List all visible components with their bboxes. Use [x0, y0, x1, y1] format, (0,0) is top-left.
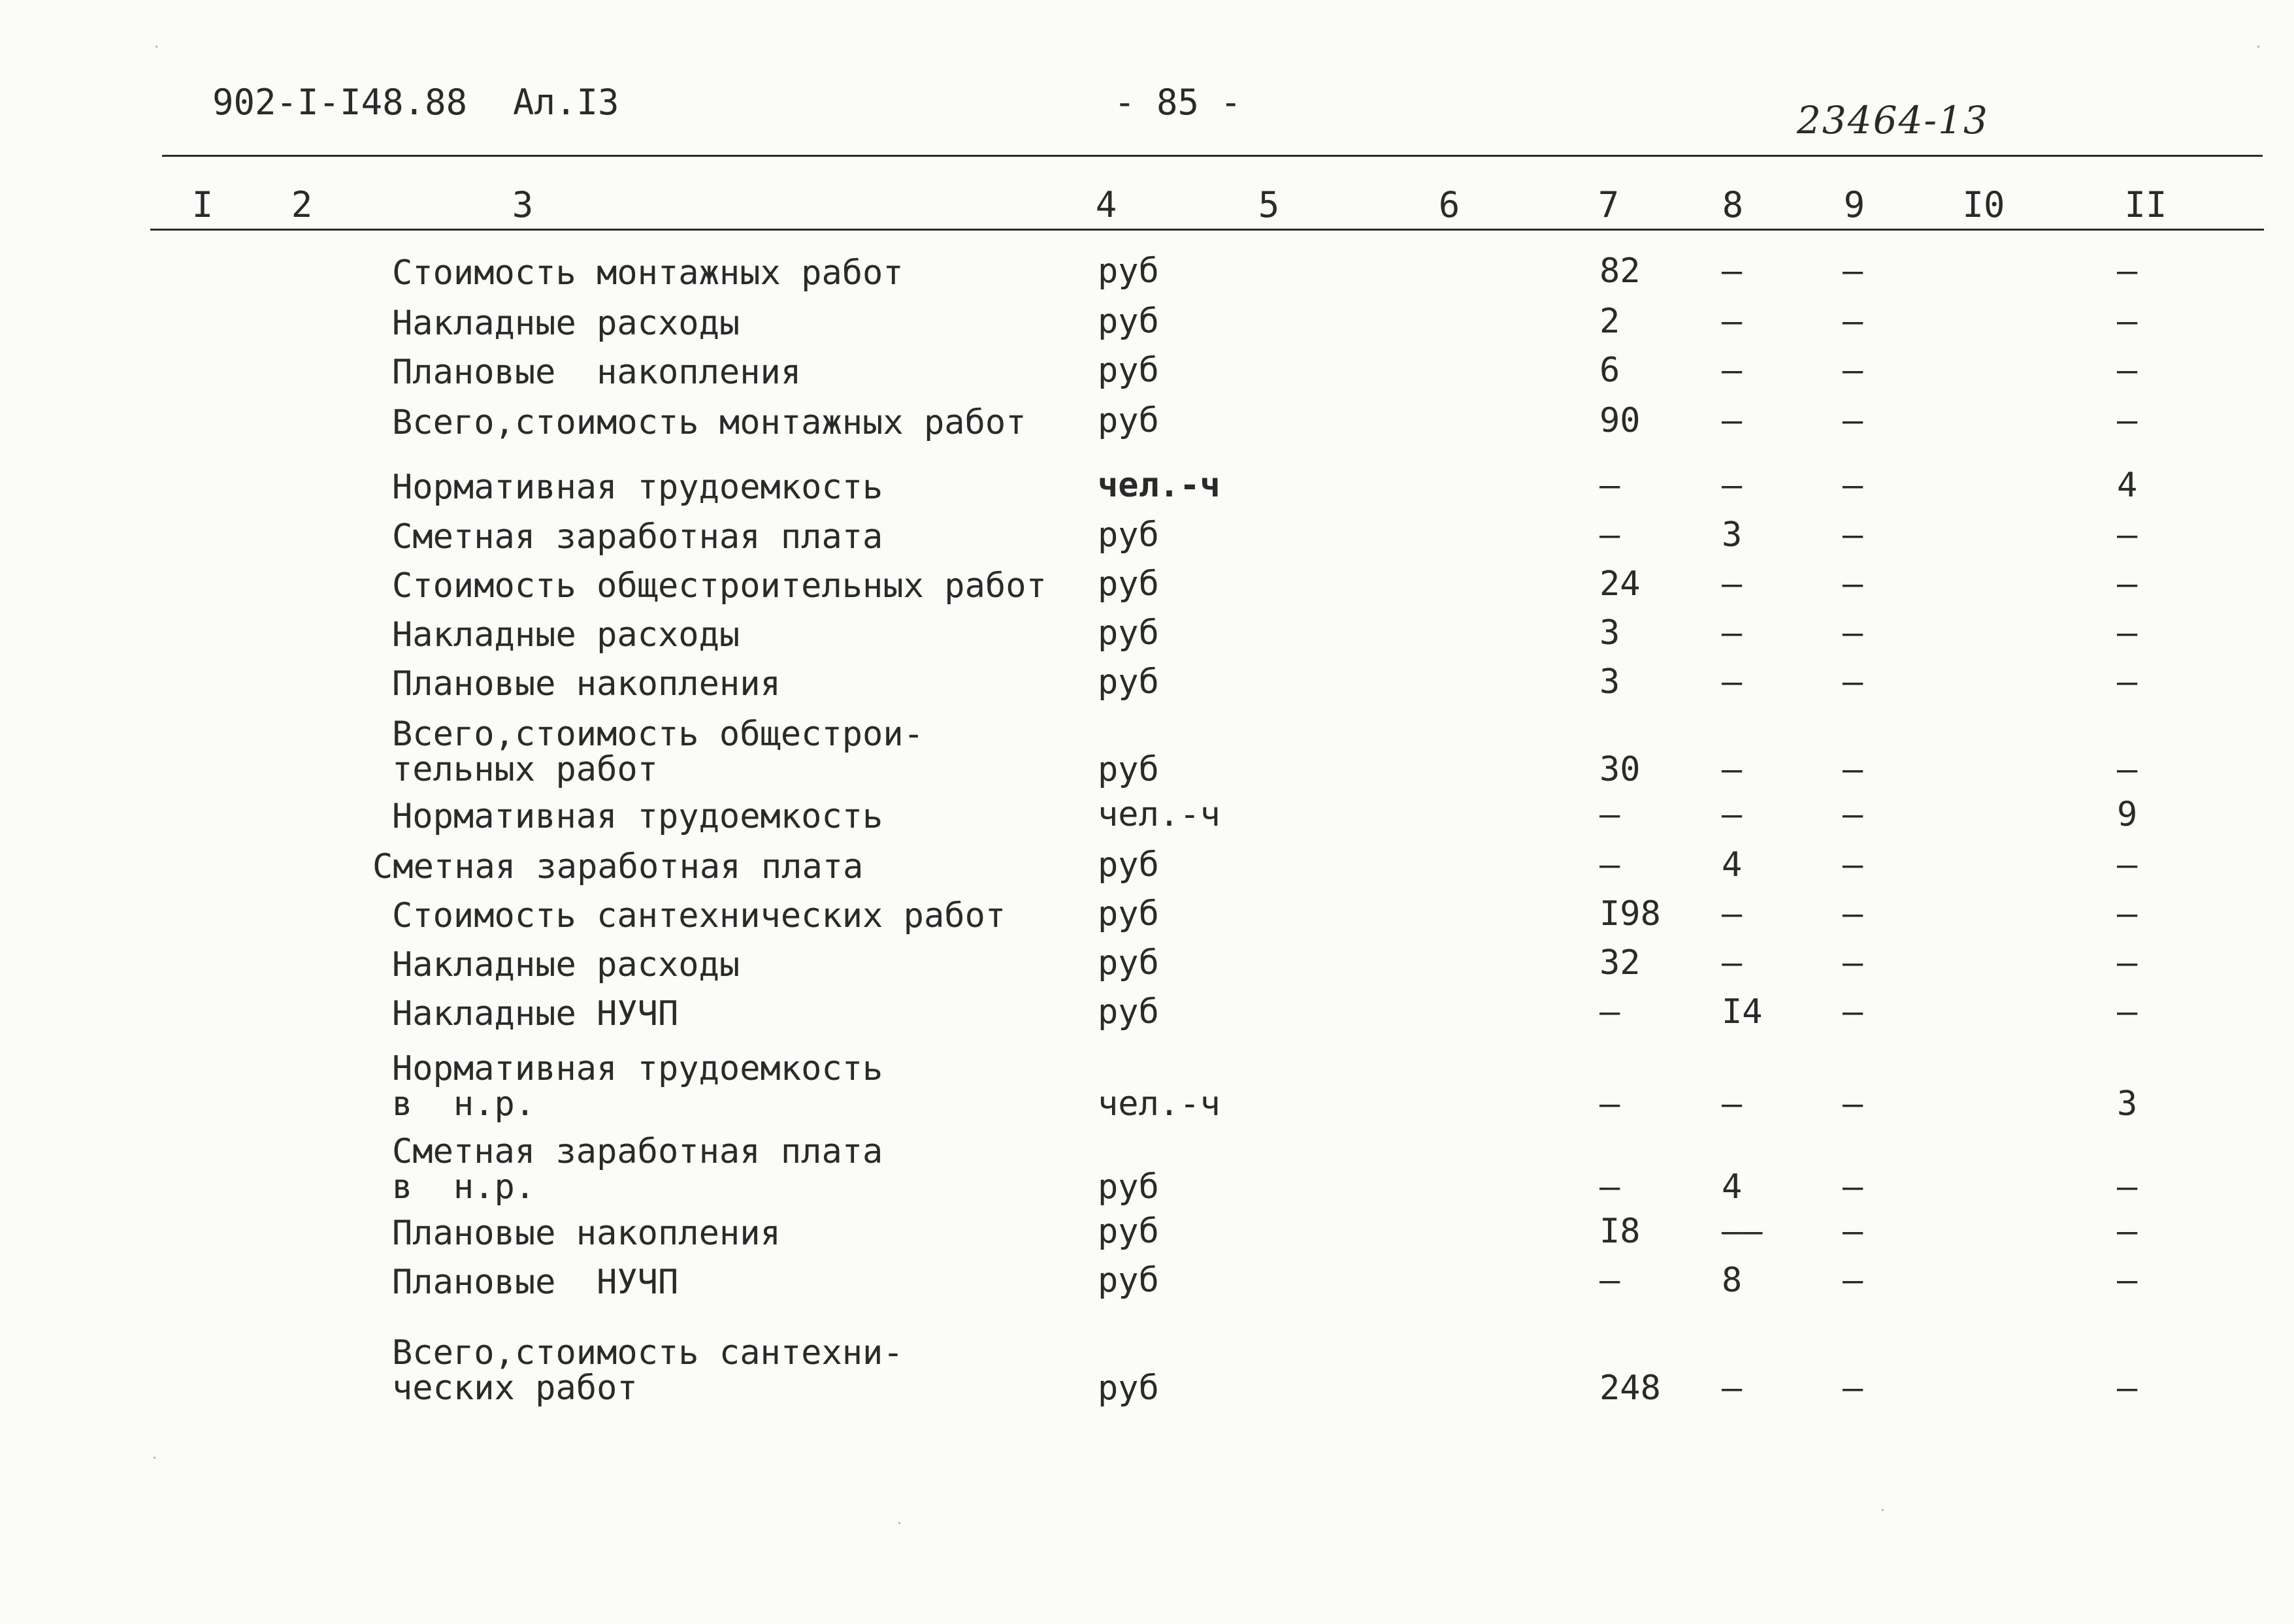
row-unit: руб	[1098, 515, 1159, 555]
table-row	[0, 1045, 2294, 1124]
column-number: 9	[1843, 184, 1865, 225]
row-col11: 9	[2117, 795, 2138, 834]
row-col7: –	[1599, 845, 1620, 885]
row-col8: –	[1722, 252, 1743, 291]
row-col11: –	[2117, 1369, 2138, 1408]
row-col9: –	[1843, 1212, 1863, 1251]
row-col11: –	[2117, 564, 2138, 604]
row-unit: чел.-ч	[1098, 795, 1221, 834]
scan-speck	[1882, 1509, 1884, 1511]
row-name: Накладные расходы	[392, 615, 740, 655]
table-row	[0, 845, 2294, 885]
row-col11: –	[2117, 351, 2138, 390]
row-col7: 6	[1599, 351, 1620, 390]
row-name: Стоимость общестроительных работ	[392, 566, 1047, 606]
row-col9: –	[1843, 466, 1863, 505]
table-row	[0, 795, 2294, 834]
row-name: Всего,стоимость монтажных работ	[392, 403, 1026, 442]
row-col9: –	[1843, 564, 1863, 604]
row-col9: –	[1843, 351, 1863, 390]
row-col8: –	[1722, 750, 1743, 789]
row-col7: 248	[1599, 1369, 1661, 1408]
row-col11: –	[2117, 515, 2138, 555]
table-row	[0, 401, 2294, 440]
row-col8: –	[1722, 401, 1743, 440]
row-unit: руб	[1098, 1167, 1159, 1207]
row-unit: руб	[1098, 1369, 1159, 1408]
column-number: II	[2124, 184, 2167, 225]
row-name: Всего,стоимость сантехни- ческих работ	[392, 1333, 904, 1408]
row-col9: –	[1843, 1369, 1863, 1408]
row-name: Плановые накопления	[392, 353, 802, 392]
row-col11: –	[2117, 750, 2138, 789]
row-col8: 3	[1722, 515, 1743, 555]
row-unit: руб	[1098, 252, 1159, 291]
row-col9: –	[1843, 1261, 1863, 1300]
table-row	[0, 662, 2294, 702]
row-col11: 4	[2117, 466, 2138, 505]
scan-speck	[898, 1522, 900, 1524]
row-unit: руб	[1098, 992, 1159, 1031]
row-name: Накладные расходы	[392, 304, 740, 343]
row-col11: –	[2117, 894, 2138, 934]
row-col8: 4	[1722, 845, 1743, 885]
row-unit: руб	[1098, 894, 1159, 934]
row-name: Плановые НУЧП	[392, 1263, 679, 1302]
table-row	[0, 992, 2294, 1031]
row-col11: –	[2117, 845, 2138, 885]
row-unit: руб	[1098, 351, 1159, 390]
row-name: Стоимость монтажных работ	[392, 253, 904, 293]
table-row	[0, 302, 2294, 341]
row-col9: –	[1843, 515, 1863, 555]
row-name: Нормативная трудоемкость в н.р.	[392, 1049, 883, 1124]
row-col9: –	[1843, 662, 1863, 702]
row-unit: руб	[1098, 302, 1159, 341]
row-unit: руб	[1098, 1212, 1159, 1251]
column-number: 8	[1722, 184, 1744, 225]
column-number: 6	[1438, 184, 1460, 225]
row-col8: –	[1722, 1369, 1743, 1408]
row-unit: руб	[1098, 401, 1159, 440]
row-name: Нормативная трудоемкость	[392, 468, 883, 507]
table-row	[0, 1261, 2294, 1300]
row-col7: 3	[1599, 613, 1620, 653]
row-col9: –	[1843, 1084, 1863, 1124]
row-col7: 2	[1599, 302, 1620, 341]
row-col8: –	[1722, 795, 1743, 834]
row-col7: –	[1599, 795, 1620, 834]
row-name: Плановые накопления	[392, 664, 781, 704]
row-col9: –	[1843, 943, 1863, 983]
row-unit: руб	[1098, 750, 1159, 789]
scan-speck	[154, 1457, 156, 1459]
row-name: Нормативная трудоемкость	[392, 797, 883, 836]
row-col7: –	[1599, 466, 1620, 505]
scan-speck	[2257, 46, 2259, 48]
table-row	[0, 1128, 2294, 1207]
row-col7: –	[1599, 1261, 1620, 1300]
row-unit: руб	[1098, 943, 1159, 983]
scan-speck	[156, 46, 157, 48]
row-col9: –	[1843, 894, 1863, 934]
row-name: Всего,стоимость общестрои- тельных работ	[392, 715, 924, 789]
table-row	[0, 252, 2294, 291]
row-col9: –	[1843, 845, 1863, 885]
row-col8: –	[1722, 613, 1743, 653]
column-number: 5	[1258, 184, 1280, 225]
row-col7: 32	[1599, 943, 1641, 983]
row-name: Сметная заработная плата	[392, 517, 883, 557]
table-row	[0, 351, 2294, 390]
row-col9: –	[1843, 750, 1863, 789]
row-col8: –	[1722, 662, 1743, 702]
row-col7: 30	[1599, 750, 1641, 789]
row-name: Сметная заработная плата	[372, 847, 864, 886]
row-col7: –	[1599, 1167, 1620, 1207]
row-col11: 3	[2117, 1084, 2138, 1124]
row-name: Плановые накопления	[392, 1214, 781, 1253]
column-number: 4	[1095, 184, 1117, 225]
row-col8: –	[1722, 302, 1743, 341]
row-col11: –	[2117, 613, 2138, 653]
row-unit: руб	[1098, 564, 1159, 604]
row-name: Сметная заработная плата в н.р.	[392, 1132, 883, 1207]
table-row	[0, 711, 2294, 789]
row-name: Накладные расходы	[392, 945, 740, 984]
table-row	[0, 564, 2294, 604]
row-col8: –	[1722, 943, 1743, 983]
row-col7: –	[1599, 992, 1620, 1031]
row-col11: –	[2117, 662, 2138, 702]
row-col7: –	[1599, 1084, 1620, 1124]
document-code: 902-I-I48.88	[212, 82, 468, 123]
archive-stamp: 23464-13	[1797, 98, 1989, 142]
row-unit: руб	[1098, 1261, 1159, 1300]
row-col8: –	[1722, 894, 1743, 934]
column-number: 3	[512, 184, 534, 225]
table-row	[0, 894, 2294, 934]
row-col8: ––	[1722, 1212, 1763, 1251]
row-unit: чел.-ч	[1098, 1084, 1221, 1124]
row-col9: –	[1843, 1167, 1863, 1207]
row-col8: 4	[1722, 1167, 1743, 1207]
table-row	[0, 515, 2294, 555]
row-col9: –	[1843, 992, 1863, 1031]
row-col7: I98	[1599, 894, 1661, 934]
row-col8: 8	[1722, 1261, 1743, 1300]
table-row	[0, 1212, 2294, 1251]
table-row	[0, 466, 2294, 505]
row-col11: –	[2117, 1261, 2138, 1300]
row-name: Стоимость сантехнических работ	[392, 896, 1006, 935]
row-col7: 82	[1599, 252, 1641, 291]
page-number: - 85 -	[1114, 82, 1242, 123]
row-unit: руб	[1098, 662, 1159, 702]
row-col11: –	[2117, 943, 2138, 983]
row-col11: –	[2117, 1167, 2138, 1207]
sheet-label: Ал.I3	[513, 82, 619, 123]
row-col9: –	[1843, 613, 1863, 653]
row-col7: 24	[1599, 564, 1641, 604]
table-row	[0, 943, 2294, 983]
row-col11: –	[2117, 252, 2138, 291]
column-number: I0	[1962, 184, 2005, 225]
row-col9: –	[1843, 401, 1863, 440]
row-col11: –	[2117, 302, 2138, 341]
row-col9: –	[1843, 252, 1863, 291]
column-number: I	[191, 184, 214, 225]
table-row	[0, 613, 2294, 653]
row-col7: –	[1599, 515, 1620, 555]
row-col8: –	[1722, 1084, 1743, 1124]
row-unit: руб	[1098, 613, 1159, 653]
row-col9: –	[1843, 795, 1863, 834]
row-col8: –	[1722, 564, 1743, 604]
table-row	[0, 1329, 2294, 1408]
row-col8: –	[1722, 351, 1743, 390]
header-rule	[162, 155, 2263, 157]
column-header-rule	[150, 229, 2264, 231]
row-col7: 90	[1599, 401, 1641, 440]
row-col11: –	[2117, 992, 2138, 1031]
row-col7: I8	[1599, 1212, 1641, 1251]
row-col9: –	[1843, 302, 1863, 341]
row-col7: 3	[1599, 662, 1620, 702]
row-unit: чел.-ч	[1098, 466, 1221, 505]
column-number: 7	[1598, 184, 1620, 225]
row-unit: руб	[1098, 845, 1159, 885]
row-name: Накладные НУЧП	[392, 994, 679, 1033]
row-col11: –	[2117, 1212, 2138, 1251]
row-col8: I4	[1722, 992, 1763, 1031]
column-number: 2	[291, 184, 313, 225]
row-col8: –	[1722, 466, 1743, 505]
row-col11: –	[2117, 401, 2138, 440]
